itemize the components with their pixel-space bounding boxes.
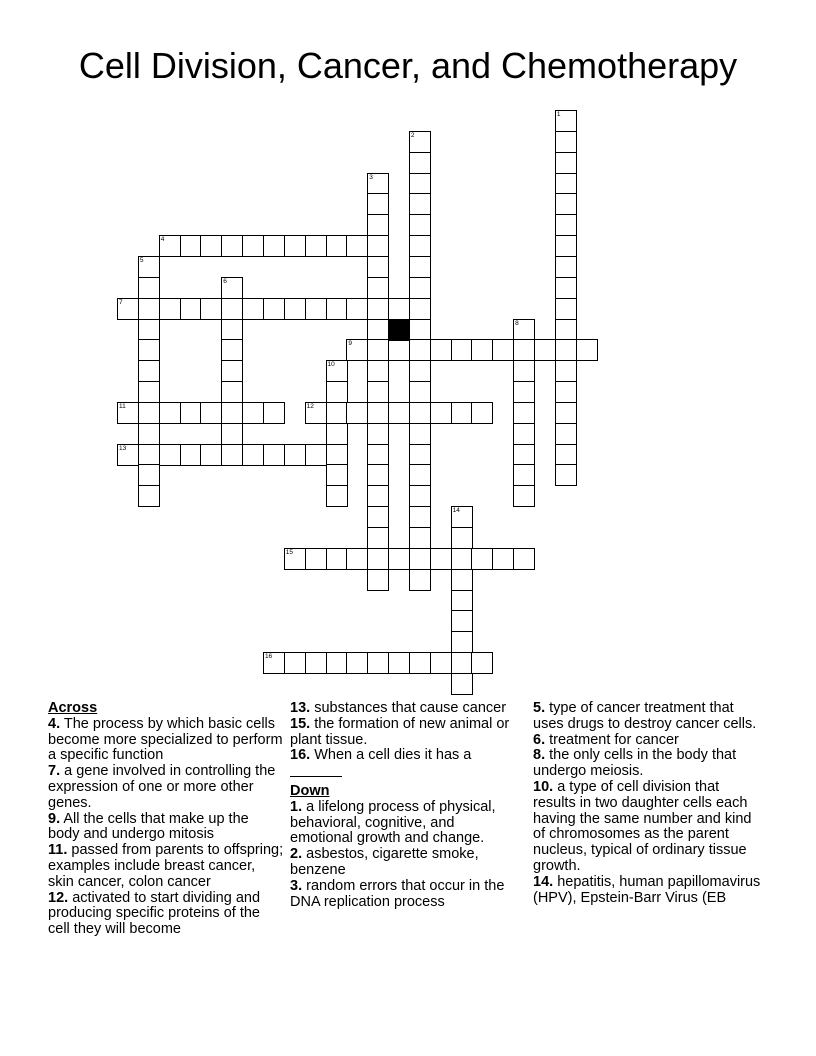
- clue-down-14: 14. hepatitis, human papillomavirus (HPV), Epstein-Barr Virus (EB: [533, 873, 761, 906]
- across-heading: Across: [48, 700, 98, 716]
- clue-number: 10: [327, 361, 335, 369]
- clue-across-13: 13. substances that cause cancer: [290, 700, 507, 716]
- clues-column-1: [48, 701, 284, 938]
- clue-number: 15: [285, 548, 294, 556]
- clue-across-11: 11. passed from parents to offspring; examples include breast cancer, skin cancer, colon cancer: [48, 842, 284, 890]
- clue-down-3: 3. random errors that occur in the DNA replication process: [290, 877, 505, 910]
- clue-number: 12: [306, 402, 314, 410]
- clues-column-2: [290, 701, 520, 910]
- clue-across-15: 15. the formation of new animal or plant tissue.: [290, 715, 510, 748]
- clue-down-6: 6. treatment for cancer: [533, 731, 679, 748]
- clue-number: 9: [348, 340, 352, 348]
- clue-across-7: 7. a gene involved in controlling the expression of one or more other genes.: [48, 763, 276, 811]
- clue-number: 5: [139, 256, 144, 264]
- clue-number: 11: [119, 402, 126, 410]
- clue-down-2: 2. asbestos, cigarette smoke, benzene: [290, 846, 479, 878]
- clue-down-1: 1. a lifelong process of physical, behavioral, cognitive, and emotional growth and change.: [290, 798, 496, 847]
- clue-across-16: 16. When a cell dies it has a: [290, 748, 520, 782]
- clue-number: 13: [119, 444, 127, 452]
- clue-number: 7: [119, 298, 123, 306]
- clue-across-9: 9. All the cells that make up the body and undergo mitosis: [48, 810, 249, 843]
- clue-down-8: 8. the only cells in the body that undergo meiosis.: [533, 747, 737, 780]
- clue-number: 6: [223, 277, 227, 285]
- clue-across-12: 12. activated to start dividing and producing specific proteins of the cell they will become: [48, 889, 261, 938]
- clue-number: 4: [160, 236, 165, 244]
- clue-number: 16: [264, 653, 273, 661]
- clue-down-10: 10. a type of cell division that results in two daughter cells each having the same number and kind of chromosomes as the parent nucleus, typical of ordinary tissue growth.: [533, 778, 752, 874]
- clue-number: 3: [369, 173, 373, 181]
- clue-number: 1: [556, 111, 561, 118]
- clues-column-3: [533, 701, 765, 906]
- clue-number: 14: [452, 507, 460, 515]
- clue-across-4: 4. The process by which basic cells become more specialized to perform a specific function: [48, 715, 283, 764]
- down-heading: Down: [290, 782, 330, 799]
- clue-number: 8: [515, 319, 519, 327]
- answer-blank: [290, 764, 342, 777]
- clue-down-5: 5. type of cancer treatment that uses drugs to destroy cancer cells.: [533, 700, 757, 732]
- clue-number: 2: [410, 131, 415, 139]
- puzzle-title: Cell Division, Cancer, and Chemotherapy: [78, 45, 738, 86]
